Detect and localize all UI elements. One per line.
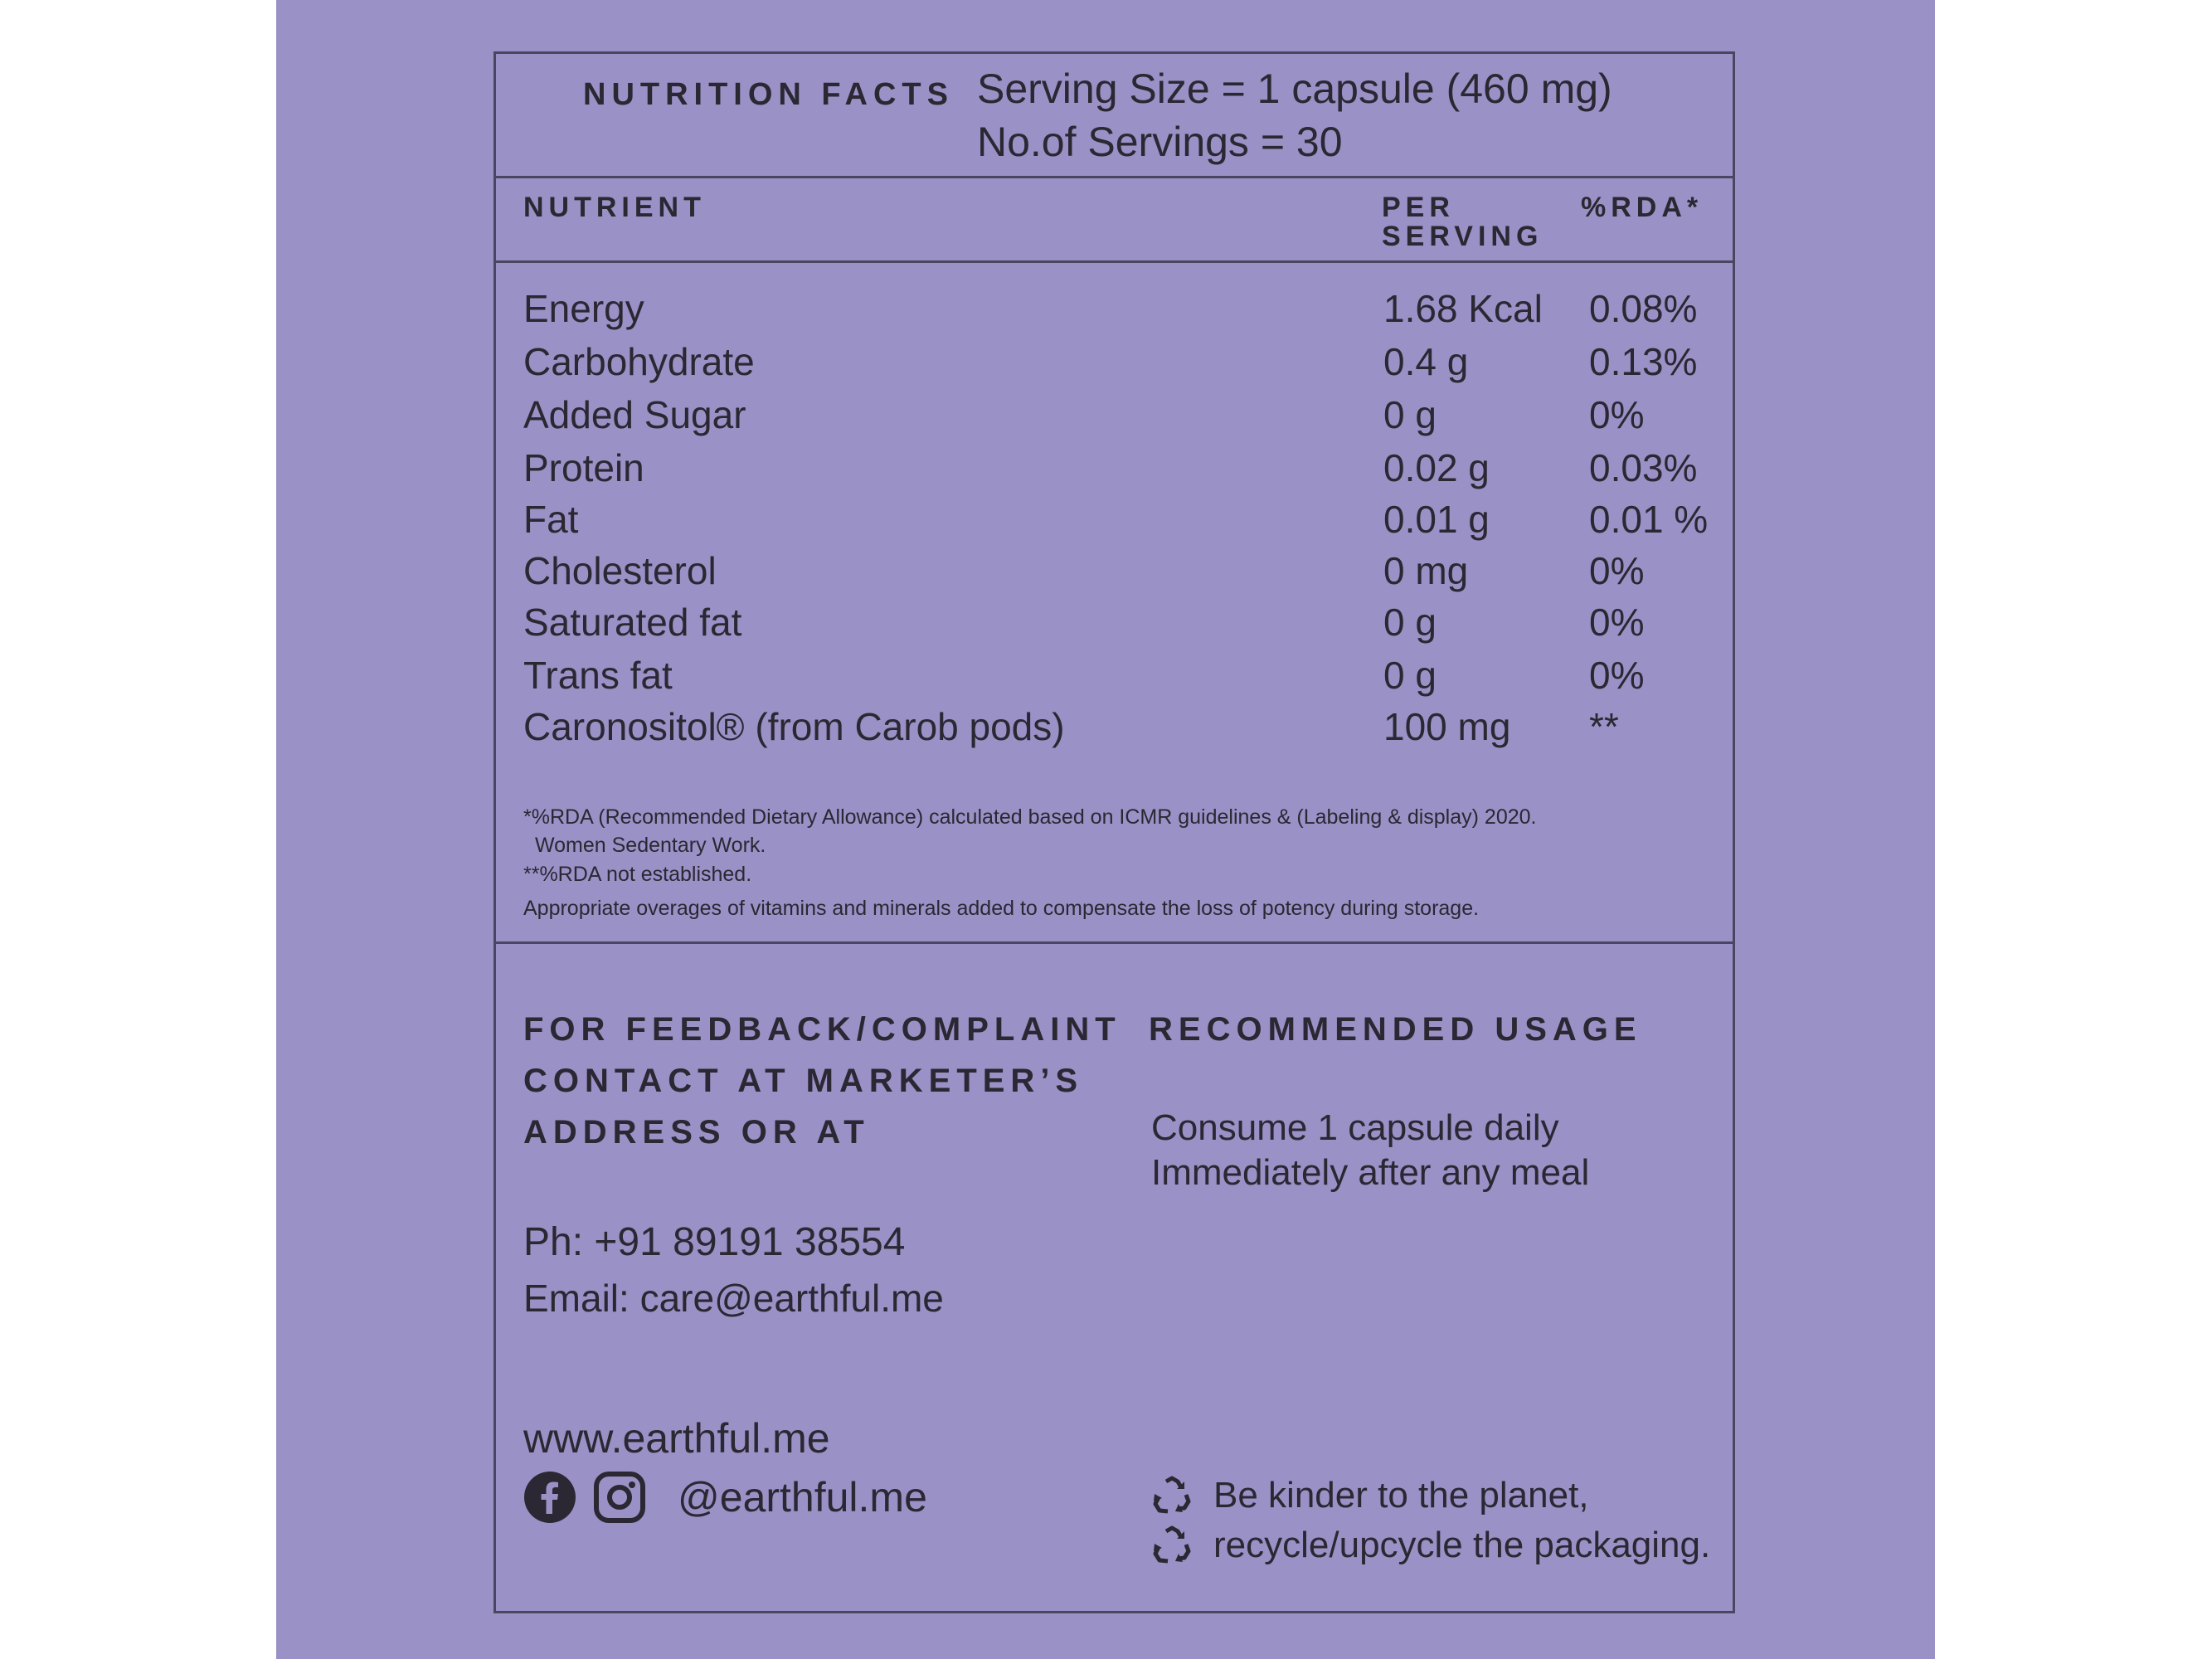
section-divider — [496, 941, 1733, 944]
feedback-heading-line2: CONTACT AT MARKETER’S — [523, 1063, 1084, 1099]
column-per-serving-line1: PER — [1382, 192, 1455, 223]
footnote-rda-line1: *%RDA (Recommended Dietary Allowance) calculated based on ICMR guidelines & (Labeling & display) 2020. — [523, 805, 1537, 829]
recycle-icon — [1151, 1525, 1193, 1566]
table-row — [496, 548, 1733, 601]
usage-text — [1151, 1106, 1589, 1195]
usage-line2: Immediately after any meal — [1151, 1152, 1590, 1193]
nutrient-amount: 0 g — [1383, 654, 1437, 697]
nutrient-name: Carbohydrate — [523, 340, 755, 383]
nutrient-name: Trans fat — [523, 654, 673, 697]
column-nutrient: NUTRIENT — [523, 192, 706, 223]
label-header — [496, 54, 1733, 178]
servings-count: No.of Servings = 30 — [977, 119, 1343, 165]
footnote-overages: Appropriate overages of vitamins and minerals added to compensate the loss of potency during storage. — [523, 897, 1480, 920]
table-row — [496, 392, 1733, 445]
table-row — [496, 704, 1733, 757]
table-row — [496, 600, 1733, 653]
nutrient-amount: 0 g — [1383, 393, 1437, 436]
social-row — [523, 1468, 927, 1526]
column-rda: %RDA* — [1581, 192, 1704, 223]
nutrient-rda: ** — [1589, 705, 1619, 748]
nutrient-name: Caronositol® (from Carob pods) — [523, 705, 1065, 748]
nutrient-rda: 0% — [1589, 601, 1645, 644]
nutrient-name: Protein — [523, 446, 644, 489]
column-per-serving-line2: SERVING — [1382, 221, 1544, 252]
recycle-text-1: Be kinder to the planet, — [1213, 1475, 1589, 1515]
table-row — [496, 497, 1733, 550]
nutrient-rda: 0.13% — [1589, 340, 1698, 383]
nutrient-rda: 0% — [1589, 549, 1645, 592]
serving-info — [977, 62, 1612, 168]
nutrient-amount: 0 g — [1383, 601, 1437, 644]
table-header — [496, 178, 1733, 263]
table-row — [496, 653, 1733, 706]
nutrient-amount: 100 mg — [1383, 705, 1511, 748]
recycle-line-2 — [1151, 1525, 1710, 1566]
nutrient-name: Saturated fat — [523, 601, 742, 644]
feedback-heading-line3: ADDRESS OR AT — [523, 1114, 870, 1151]
recycle-line-1 — [1151, 1475, 1589, 1516]
label-panel — [276, 0, 1935, 1659]
nutrient-name: Cholesterol — [523, 549, 717, 592]
serving-size: Serving Size = 1 capsule (460 mg) — [977, 66, 1612, 112]
nutrient-rda: 0% — [1589, 654, 1645, 697]
nutrient-name: Energy — [523, 287, 644, 330]
feedback-heading-line1: FOR FEEDBACK/COMPLAINT — [523, 1011, 1121, 1048]
email-address: Email: care@earthful.me — [523, 1277, 944, 1320]
recycle-text-2: recycle/upcycle the packaging. — [1213, 1525, 1711, 1565]
nutrient-name: Fat — [523, 498, 579, 541]
nutrient-rda: 0% — [1589, 393, 1645, 436]
nutrient-rda: 0.08% — [1589, 287, 1698, 330]
website-url: www.earthful.me — [523, 1415, 830, 1462]
phone-number: Ph: +91 89191 38554 — [523, 1220, 906, 1264]
footnote-rda — [523, 803, 1536, 859]
nutrient-amount: 0.4 g — [1383, 340, 1469, 383]
nutrient-rda: 0.03% — [1589, 446, 1698, 489]
nutrient-amount: 0.02 g — [1383, 446, 1490, 489]
footnote-not-established: **%RDA not established. — [523, 863, 752, 886]
footnote-rda-line2: Women Sedentary Work. — [535, 834, 766, 857]
nutrition-facts-title: NUTRITION FACTS — [583, 77, 954, 112]
instagram-icon — [593, 1471, 646, 1524]
nutrient-amount: 0.01 g — [1383, 498, 1490, 541]
table-row — [496, 286, 1733, 339]
nutrient-amount: 0 mg — [1383, 549, 1469, 592]
usage-line1: Consume 1 capsule daily — [1151, 1107, 1559, 1148]
social-handle: @earthful.me — [678, 1474, 927, 1520]
column-per-serving — [1382, 193, 1548, 251]
facebook-icon — [523, 1471, 576, 1524]
usage-heading: RECOMMENDED USAGE — [1149, 1011, 1642, 1048]
nutrition-label — [493, 51, 1735, 1613]
table-row — [496, 445, 1733, 499]
nutrient-name: Added Sugar — [523, 393, 746, 436]
feedback-heading — [523, 1004, 1121, 1158]
table-row — [496, 339, 1733, 392]
nutrient-amount: 1.68 Kcal — [1383, 287, 1543, 330]
nutrient-rda: 0.01 % — [1589, 498, 1709, 541]
recycle-icon — [1151, 1475, 1193, 1516]
